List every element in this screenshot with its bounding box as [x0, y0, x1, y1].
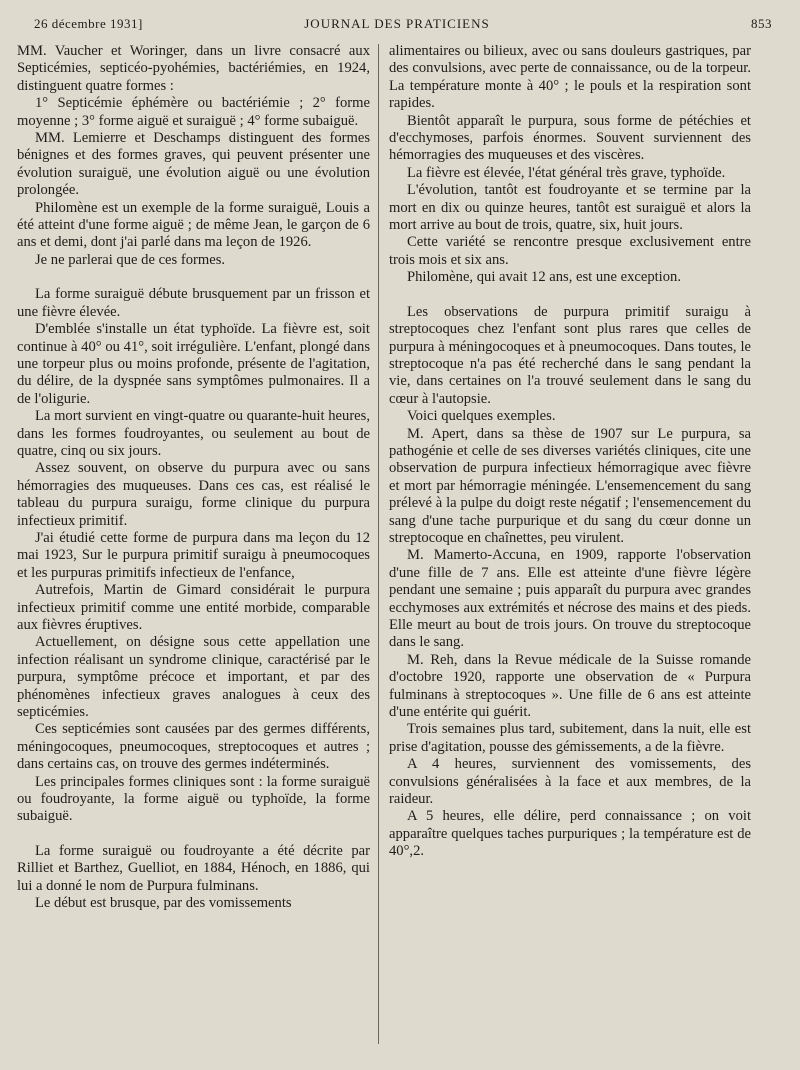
paragraph: Ces septicémies sont causées par des germes différents, méningocoques, pneumocoques, streptocoques et autres ; dans certains cas, on trouve des germes indéterminés.: [17, 721, 370, 773]
paragraph: Philomène, qui avait 12 ans, est une exception.: [407, 269, 681, 286]
paragraph: M. Reh, dans la Revue médicale de la Suisse romande d'octobre 1920, rapporte une observation de « Purpura fulminans à streptocoques ». Une fille de 6 ans est atteinte d'une entérite qui guérit.: [389, 651, 751, 721]
paragraph: A 5 heures, elle délire, perd connaissance ; on voit apparaître quelques taches purpuriques ; la température est de 40°,2.: [389, 808, 751, 860]
paragraph: Je ne parlerai que de ces formes.: [35, 251, 226, 268]
paragraph: La forme suraiguë ou foudroyante a été décrite par Rilliet et Barthez, Guelliot, en 1884, Hénoch, en 1886, qui lui a donné le nom de Purpura fulminans.: [17, 842, 370, 894]
paragraph: Bientôt apparaît le purpura, sous forme de pétéchies et d'ecchymoses, parfois énormes. Souvent surviennent des hémorragies des muqueuses et des viscères.: [389, 112, 751, 164]
paragraph: Assez souvent, on observe du purpura avec ou sans hémorragies des muqueuses. Dans ces cas, est réalisé le tableau du purpura suraigu, forme clinique du purpura infectieux primitif.: [17, 460, 370, 529]
page-number: 853: [751, 16, 772, 31]
paragraph: J'ai étudié cette forme de purpura dans ma leçon du 12 mai 1923, Sur le purpura primitif suraigu à pneumocoques et les purpuras primitifs infectieux de l'enfance,: [17, 529, 370, 581]
paragraph: D'emblée s'installe un état typhoïde. La fièvre est, soit continue à 40° ou 41°, soit irrégulière. L'enfant, plongé dans une torpeur plus ou moins profonde, présente de l'agitation, du délire, de la dyspnée sans symptômes pulmonaires. Il a de l'oligurie.: [17, 321, 370, 407]
paragraph: alimentaires ou bilieux, avec ou sans douleurs gastriques, par des convulsions, avec perte de connaissance, ou de la torpeur. La température monte à 40° ; le pouls et la respiration sont rapides.: [389, 43, 751, 112]
paragraph: M. Apert, dans sa thèse de 1907 sur Le purpura, sa pathogénie et celle de ses diverses variétés cliniques, cite une observation de purpura infectieux hémorragique avec fièvre et mort par hémorragie méningée. L'ensemencement du sang prélevé à la pulpe du doigt reste négatif ; l'ensemencement du sang d'une tache purpurique et du sang du cœur donne un streptocoque en chaînettes, peu virulent.: [389, 425, 751, 546]
paragraph: Voici quelques exemples.: [407, 408, 556, 425]
paragraph: Cette variété se rencontre presque exclusivement entre trois mois et six ans.: [389, 234, 751, 268]
paragraph: Trois semaines plus tard, subitement, dans la nuit, elle est prise d'agitation, pousse des gémissements, a de la fièvre.: [389, 721, 751, 755]
paragraph: La forme suraiguë débute brusquement par un frisson et une fièvre élevée.: [17, 286, 370, 320]
section-gap: [389, 287, 751, 304]
paragraph: A 4 heures, surviennent des vomissements, des convulsions généralisées à la face et aux membres, de la raideur.: [389, 756, 751, 808]
journal-title: JOURNAL DES PRATICIENS: [304, 16, 490, 31]
section-gap: [17, 826, 370, 843]
issue-date: 26 décembre 1931]: [34, 16, 143, 31]
paragraph: Le début est brusque, par des vomissements: [35, 895, 292, 912]
paragraph: Les observations de purpura primitif suraigu à streptocoques chez l'enfant sont plus rares que celles de purpura à méningocoques et à pneumocoques. Dans toutes, le streptocoque n'a pas été recherché dans le sang pendant la vie, dans certaines on l'a trouvé seulement dans le sang du cœur à l'autopsie.: [389, 303, 751, 407]
paragraph: Les principales formes cliniques sont : la forme suraiguë ou foudroyante, la forme aiguë ou typhoïde, la forme subaiguë.: [17, 773, 370, 825]
paragraph: La mort survient en vingt-quatre ou quarante-huit heures, dans les formes foudroyantes, ou seulement au bout de quatre, cinq ou six jours.: [17, 408, 370, 459]
paragraph: MM. Lemierre et Deschamps distinguent des formes bénignes et des formes graves, qui peuvent présenter une évolution suraiguë, une évolution aiguë ou une évolution prolongée.: [17, 130, 370, 199]
paragraph: Philomène est un exemple de la forme suraiguë, Louis a été atteint d'une forme aiguë ; de même Jean, le garçon de 6 ans et demi, dont j'ai parlé dans ma leçon de 1926.: [17, 199, 370, 251]
paragraph: 1° Septicémie éphémère ou bactériémie ; 2° forme moyenne ; 3° forme aiguë et suraiguë ; 4° forme subaiguë.: [17, 95, 370, 129]
paragraph: MM. Vaucher et Woringer, dans un livre consacré aux Septicémies, septicéo-pyohémies, bactériémies, en 1924, distinguent quatre formes :: [17, 43, 370, 94]
paragraph: Actuellement, on désigne sous cette appellation une infection réalisant un syndrome clinique, caractérisé par le purpura, symptôme précoce et important, et par des phénomènes infectieux graves analogues à ceux des septicémies.: [17, 634, 370, 721]
paragraph: L'évolution, tantôt est foudroyante et se termine par la mort en dix ou quinze heures, tantôt est suraiguë et alors la mort arrive au bout de trois, quatre, six, huit jours.: [389, 182, 751, 234]
paragraph: Autrefois, Martin de Gimard considérait le purpura infectieux primitif comme une entité morbide, comparable aux fièvres éruptives.: [17, 582, 370, 633]
section-gap: [17, 269, 370, 286]
right-column: [389, 43, 751, 861]
paragraph: La fièvre est élevée, l'état général très grave, typhoïde.: [407, 164, 726, 181]
running-header: [22, 16, 772, 38]
column-divider: [378, 44, 379, 1044]
left-column: [17, 43, 370, 913]
paragraph: M. Mamerto-Accuna, en 1909, rapporte l'observation d'une fille de 7 ans. Elle est atteinte d'une fièvre légère pendant une semaine ; puis apparaît du purpura avec grandes ecchymoses aux extrémités et nécrose des mains et des pieds. Elle meurt au bout de trois jours. On trouve du streptocoque dans le sang.: [389, 547, 751, 651]
